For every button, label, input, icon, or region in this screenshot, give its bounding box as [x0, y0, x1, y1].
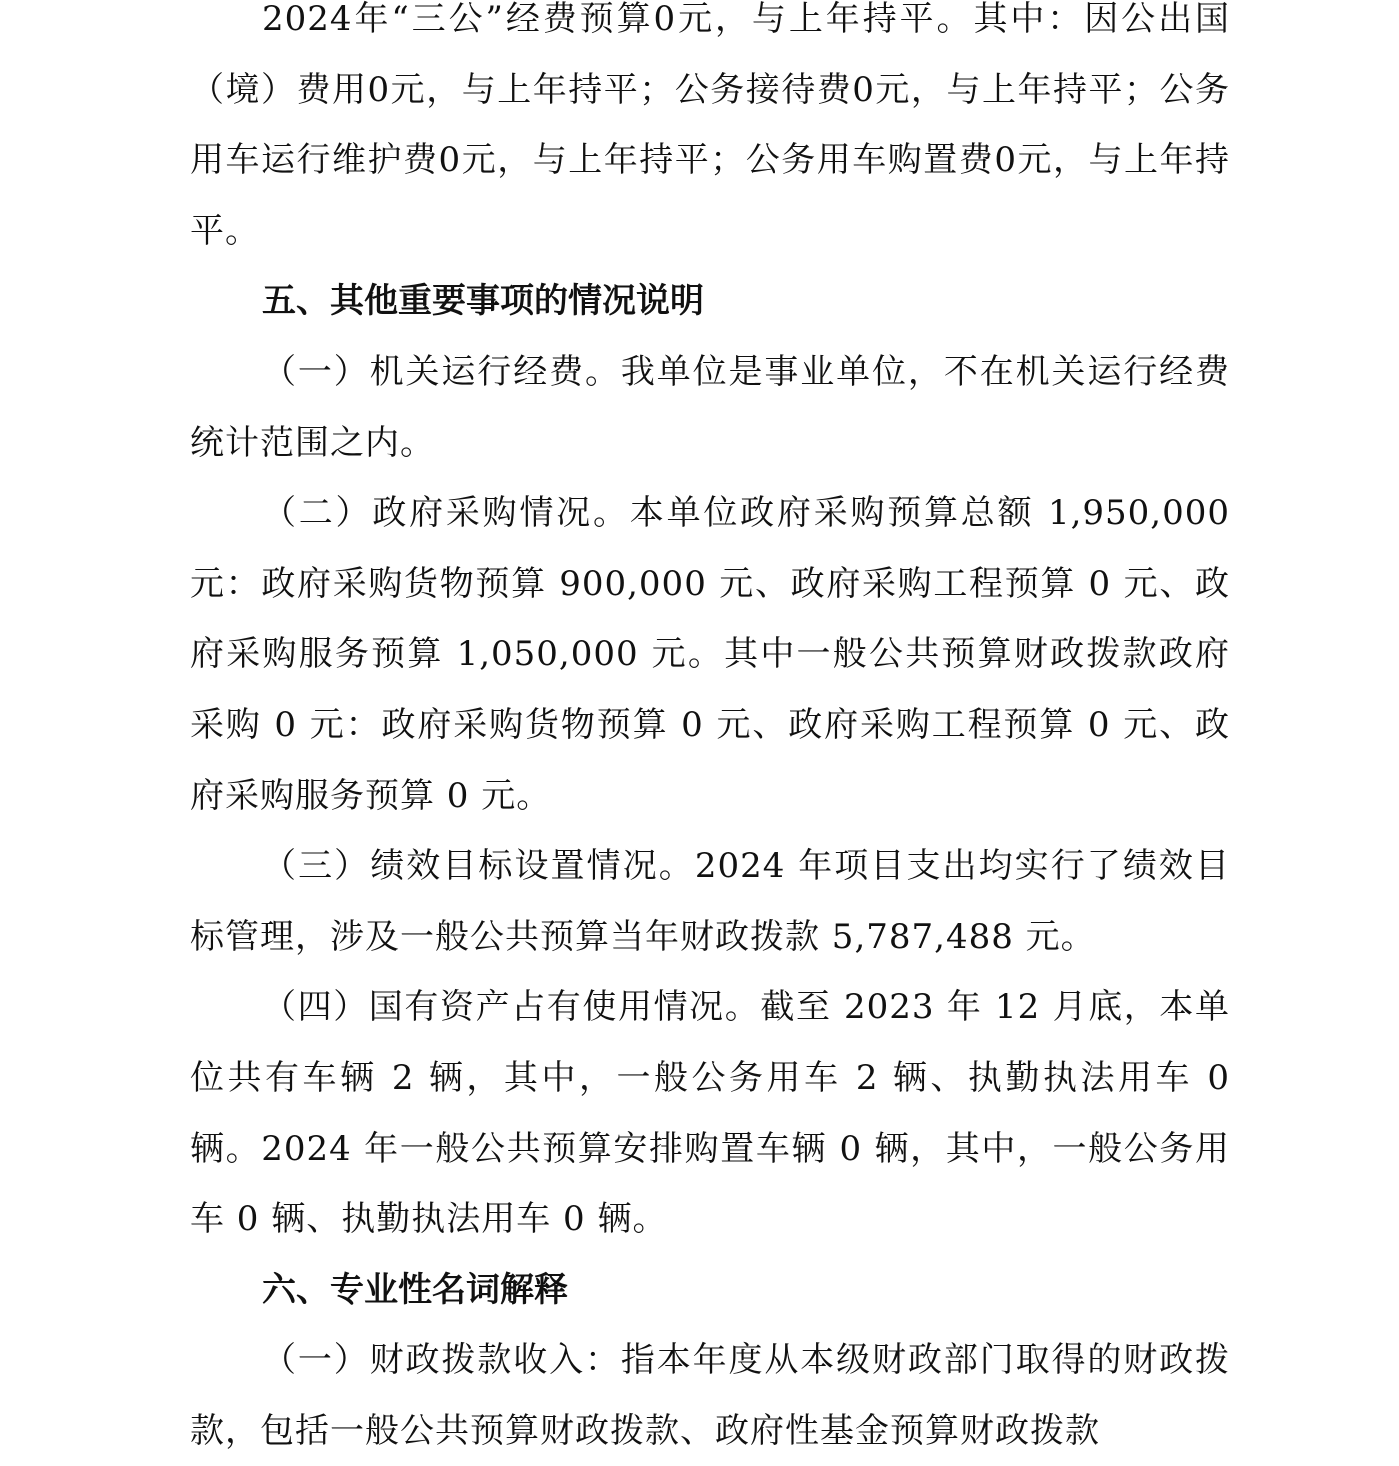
paragraph-agency-operating-funds	[190, 337, 1230, 478]
subsection-lead-4: （四）国有资产占有使用情况。	[262, 987, 761, 1028]
paragraph-three-public-funds: 2024年“三公”经费预算0元，与上年持平。其中：因公出国（境）费用0元，与上年持平；公务接待费0元，与上年持平；公务用车运行维护费0元，与上年持平；公务用车购置费0元，与上年持平。	[190, 0, 1230, 251]
subsection-text-3: 2024 年项目支出均实行了绩效目标管理，涉及一般公共预算当年财政拨款 5,787,488 元。	[190, 846, 1230, 957]
section-heading-six: 六、专业性名词解释	[262, 1269, 568, 1310]
paragraph-government-procurement	[190, 478, 1230, 831]
subsection-text-4: 截至 2023 年 12 月底，本单位共有车辆 2 辆，其中，一般公务用车 2 辆、执勤执法用车 0 辆。2024 年一般公共预算安排购置车辆 0 辆，其中，一般公务用车 0 辆、执勤执法用车 0 辆。	[190, 987, 1230, 1240]
paragraph-performance-targets	[190, 831, 1230, 972]
term-text-1: 指本年度从本级财政部门取得的财政拨款，包括一般公共预算财政拨款、政府性基金预算财政拨款	[190, 1340, 1231, 1451]
term-lead-1: （一）财政拨款收入：	[262, 1340, 621, 1381]
subsection-lead-2: （二）政府采购情况。	[262, 493, 630, 534]
subsection-text-2: 本单位政府采购预算总额 1,950,000元：政府采购货物预算 900,000 元、政府采购工程预算 0 元、政府采购服务预算 1,050,000 元。其中一般公共预算财政拨款政府采购 0 元：政府采购货物预算 0 元、政府采购工程预算 0 元、政府采购服务预算 0 元。	[190, 493, 1230, 816]
subsection-lead-3: （三）绩效目标设置情况。	[262, 846, 695, 887]
paragraph-fiscal-appropriation-income	[190, 1325, 1230, 1466]
section-heading-five: 五、其他重要事项的情况说明	[262, 281, 704, 322]
document-page	[190, 0, 1230, 1466]
paragraph-state-assets	[190, 972, 1230, 1254]
subsection-text-1: 我单位是事业单位，不在机关运行经费统计范围之内。	[190, 351, 1231, 463]
subsection-lead-1: （一）机关运行经费。	[262, 351, 621, 392]
